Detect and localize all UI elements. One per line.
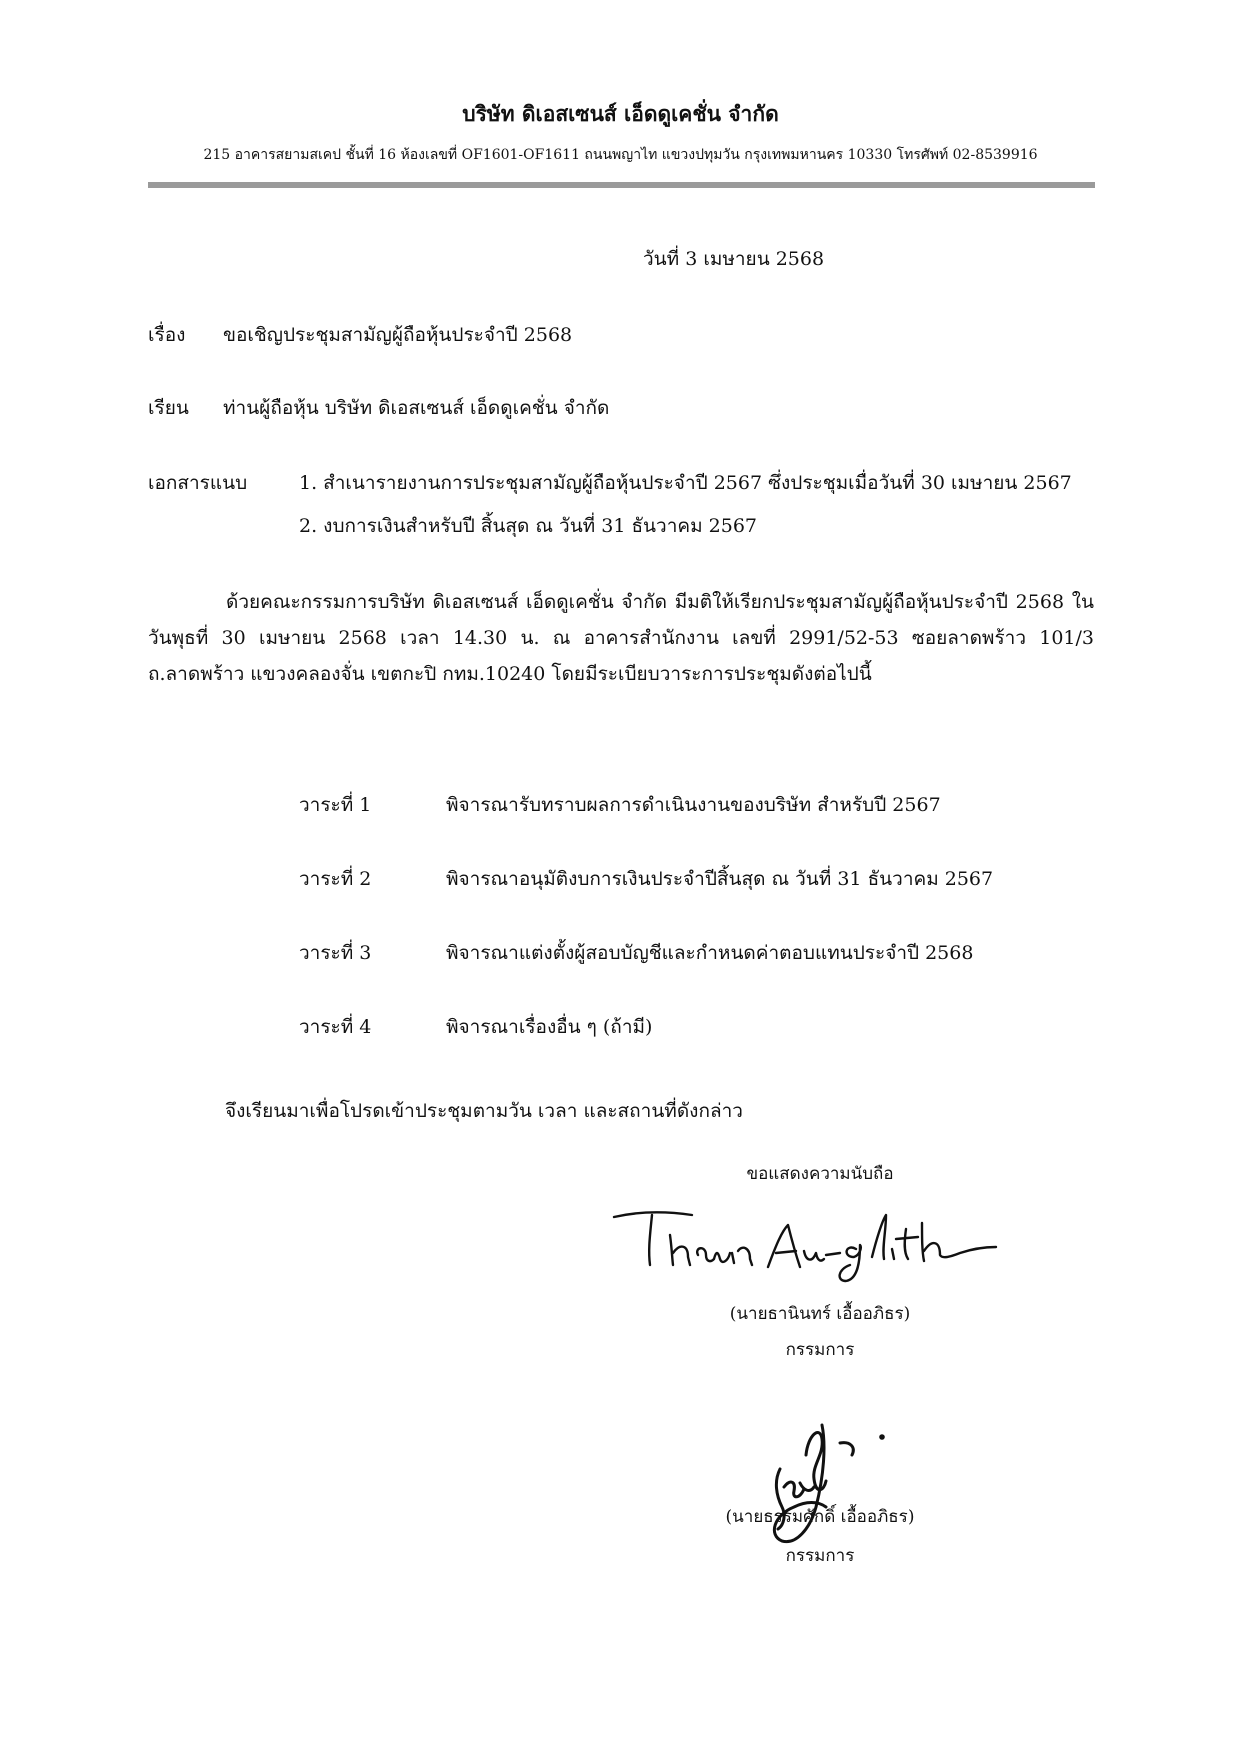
regards-text: ขอแสดงความนับถือ [746,1164,894,1184]
agenda-text-3: พิจารณาแต่งตั้งผู้สอบบัญชีและกำหนดค่าตอบแทนประจำปี 2568 [446,942,974,964]
subject-label: เรื่อง [148,324,186,346]
agenda-label-3: วาระที่ 3 [299,942,372,964]
agenda-label-4: วาระที่ 4 [299,1016,372,1038]
company-name: บริษัท ดิเอสเซนส์ เอ็ดดูเคชั่น จำกัด [462,101,779,126]
attachments-label: เอกสารแนบ [148,472,248,494]
attachment-item-1: 1. สำเนารายงานการประชุมสามัญผู้ถือหุ้นประจำปี 2567 ซึ่งประชุมเมื่อวันที่ 30 เมษายน 2567 [299,472,1072,494]
closing-text: จึงเรียนมาเพื่อโปรดเข้าประชุมตามวัน เวลา และสถานที่ดังกล่าว [225,1100,743,1122]
letter-date: วันที่ 3 เมษายน 2568 [643,248,825,270]
body-text: ด้วยคณะกรรมการบริษัท ดิเอสเซนส์ เอ็ดดูเคชั่น จำกัด มีมติให้เรียกประชุมสามัญผู้ถือหุ้นประจำปี 2568 ในวันพุธที่ 30 เมษายน 2568 เวลา 14.30 น. ณ อาคารสำนักงาน เลขที่ 2991/52-53 ซอยลาดพร้าว 101/3 ถ.ลาดพร้าว แขวงคลองจั่น เขตกะปิ กทม.10240 โดยมีระเบียบวาระการประชุมดังต่อไปนี้ [148,591,1094,685]
body-paragraph [148,584,1094,692]
agenda-text-2: พิจารณาอนุมัติงบการเงินประจำปีสิ้นสุด ณ วันที่ 31 ธันวาคม 2567 [446,868,994,890]
agenda-label-1: วาระที่ 1 [299,794,372,816]
agenda-text-4: พิจารณาเรื่องอื่น ๆ (ถ้ามี) [446,1016,653,1038]
signatory-1-name: (นายธานินทร์ เอื้ออภิธร) [729,1304,911,1324]
signatory-2-title: กรรมการ [785,1546,855,1566]
agenda-label-2: วาระที่ 2 [299,868,372,890]
header-divider [148,182,1095,188]
to-label: เรียน [148,397,189,419]
to-text: ท่านผู้ถือหุ้น บริษัท ดิเอสเซนส์ เอ็ดดูเคชั่น จำกัด [223,397,610,419]
signature-2-image [760,1395,910,1555]
company-address: 215 อาคารสยามสเคป ชั้นที่ 16 ห้องเลขที่ OF1601-OF1611 ถนนพญาไท แขวงปทุมวัน กรุงเทพมหานคร 10330 โทรศัพท์ 02-8539916 [203,147,1038,163]
signatory-2-name: (นายธรรมศักดิ์ เอื้ออภิธร) [725,1507,915,1527]
agenda-text-1: พิจารณารับทราบผลการดำเนินงานของบริษัท สำหรับปี 2567 [446,794,941,816]
subject-text: ขอเชิญประชุมสามัญผู้ถือหุ้นประจำปี 2568 [223,324,573,346]
signatory-1-title: กรรมการ [785,1340,855,1360]
signature-1-image [610,1195,1000,1285]
attachment-item-2: 2. งบการเงินสำหรับปี สิ้นสุด ณ วันที่ 31 ธันวาคม 2567 [299,515,758,537]
